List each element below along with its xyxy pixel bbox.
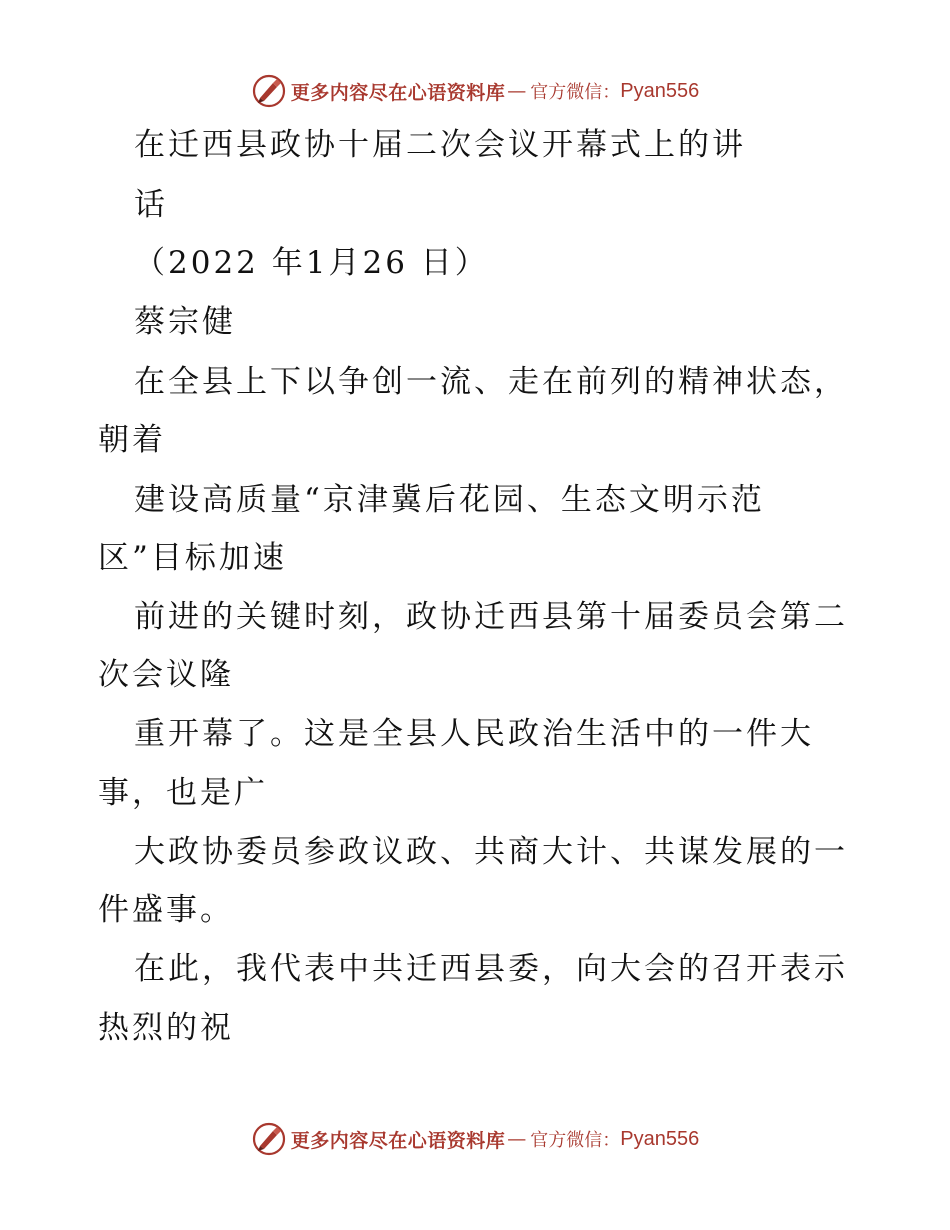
paragraph-line: 在此，我代表中共迁西县委，向大会的召开表示: [134, 951, 848, 987]
paragraph-line: 件盛事。: [98, 892, 234, 928]
banner-site-text: 更多内容尽在心语资料库: [290, 81, 506, 104]
paragraph-line: 在全县上下以争创一流、走在前列的精神状态，: [134, 364, 848, 400]
document-date: （2022 年1月26 日）: [134, 245, 489, 281]
paragraph-line: 事，也是广: [98, 775, 268, 811]
paragraph-line: 建设高质量“京津冀后花园、生态文明示范: [134, 482, 765, 518]
paragraph-line: 热烈的祝: [98, 1010, 234, 1046]
pen-logo-icon: [251, 73, 287, 109]
paragraph-line: 朝着: [98, 422, 166, 458]
paragraph-line: 大政协委员参政议政、共商大计、共谋发展的一: [134, 834, 848, 870]
banner-wechat-label: 官方微信：: [530, 82, 621, 103]
document-title-line-1: 在迁西县政协十届二次会议开幕式上的讲: [134, 127, 746, 163]
document-author: 蔡宗健: [134, 304, 236, 340]
paragraph-line: 重开幕了。这是全县人民政治生活中的一件大: [134, 716, 814, 752]
paragraph-line: 区”目标加速: [98, 540, 287, 576]
paragraph-line: 前进的关键时刻，政协迁西县第十届委员会第二: [134, 599, 848, 635]
footer-banner: [0, 1119, 950, 1159]
banner-separator: —: [507, 80, 527, 102]
pen-logo-icon: [251, 1121, 287, 1157]
banner-wechat-id: Pyan556: [620, 79, 700, 102]
banner-site-text: 更多内容尽在心语资料库: [290, 1129, 506, 1152]
header-banner: [0, 71, 950, 111]
banner-wechat-label: 官方微信：: [530, 1130, 621, 1151]
paragraph-line: 次会议隆: [98, 657, 234, 693]
banner-wechat-id: Pyan556: [620, 1127, 700, 1150]
document-title-line-2: 话: [134, 187, 168, 223]
banner-separator: —: [507, 1128, 527, 1150]
